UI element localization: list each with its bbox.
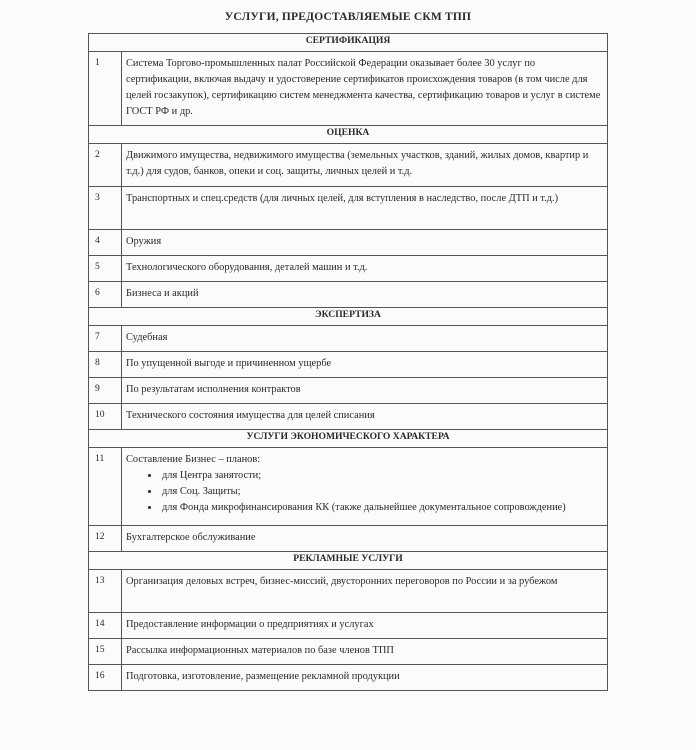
row-number: 9 xyxy=(89,378,122,404)
row-text: Транспортных и спец.средств (для личных целей, для вступления в наследство, после ДТП и т.д.) xyxy=(122,187,608,230)
table-row xyxy=(89,665,608,691)
row-text: Оружия xyxy=(122,230,608,256)
table-row xyxy=(89,52,608,126)
row-number: 6 xyxy=(89,282,122,308)
section-header-row xyxy=(89,430,608,448)
row-text: Движимого имущества, недвижимого имущества (земельных участков, зданий, жилых домов, квартир и т.д.) для судов, банков, опеки и соц. защиты, личных целей и т.д. xyxy=(122,144,608,187)
table-row xyxy=(89,326,608,352)
row-number: 3 xyxy=(89,187,122,230)
row-number: 7 xyxy=(89,326,122,352)
document-title: УСЛУГИ, ПРЕДОСТАВЛЯЕМЫЕ СКМ ТПП xyxy=(224,11,472,23)
row-number: 16 xyxy=(89,665,122,691)
section-heading: РЕКЛАМНЫЕ УСЛУГИ xyxy=(89,552,608,570)
row-text: Рассылка информационных материалов по базе членов ТПП xyxy=(122,639,608,665)
row-text: Бизнеса и акций xyxy=(122,282,608,308)
table-row xyxy=(89,448,608,526)
table-row xyxy=(89,526,608,552)
section-header-row xyxy=(89,552,608,570)
row-text: Организация деловых встреч, бизнес-миссий, двусторонних переговоров по России и за рубежом xyxy=(122,570,608,613)
row-text: Технологического оборудования, деталей машин и т.д. xyxy=(122,256,608,282)
table-row xyxy=(89,404,608,430)
bullet-list xyxy=(126,468,601,516)
row-text: По результатам исполнения контрактов xyxy=(122,378,608,404)
table-row xyxy=(89,230,608,256)
row-number: 5 xyxy=(89,256,122,282)
row-number: 2 xyxy=(89,144,122,187)
table-row xyxy=(89,570,608,613)
table-row xyxy=(89,187,608,230)
table-row xyxy=(89,282,608,308)
row-number: 4 xyxy=(89,230,122,256)
row-text: Технического состояния имущества для целей списания xyxy=(122,404,608,430)
row-text: Бухгалтерское обслуживание xyxy=(122,526,608,552)
table-row xyxy=(89,352,608,378)
table-row xyxy=(89,144,608,187)
row-text: Подготовка, изготовление, размещение рекламной продукции xyxy=(122,665,608,691)
row-number: 15 xyxy=(89,639,122,665)
table-row xyxy=(89,613,608,639)
row-text: Составление Бизнес – планов: xyxy=(126,454,261,465)
bullet-item: • для Центра занятости; xyxy=(160,468,601,484)
section-heading: ОЦЕНКА xyxy=(89,126,608,144)
row-text-block xyxy=(122,448,608,526)
bullet-item: • для Фонда микрофинансирования КК (также дальнейшее документальное сопровождение) xyxy=(160,500,601,516)
section-header-row xyxy=(89,308,608,326)
services-table xyxy=(88,33,608,691)
row-number: 11 xyxy=(89,448,122,526)
section-header-row xyxy=(89,126,608,144)
section-heading: УСЛУГИ ЭКОНОМИЧЕСКОГО ХАРАКТЕРА xyxy=(89,430,608,448)
row-number: 10 xyxy=(89,404,122,430)
row-number: 8 xyxy=(89,352,122,378)
row-number: 13 xyxy=(89,570,122,613)
row-text: Предоставление информации о предприятиях и услугах xyxy=(122,613,608,639)
row-text: Судебная xyxy=(122,326,608,352)
table-row xyxy=(89,639,608,665)
row-number: 12 xyxy=(89,526,122,552)
row-number: 1 xyxy=(89,52,122,126)
bullet-item: • для Соц. Защиты; xyxy=(160,484,601,500)
row-text: Система Торгово-промышленных палат Российской Федерации оказывает более 30 услуг по сертификации, включая выдачу и удостоверение сертификатов происхождения товаров (в том числе для целей госзакупок), сертификацию систем менеджмента качества, сертификацию товаров и услуг в системе ГОСТ РФ и др. xyxy=(122,52,608,126)
table-row xyxy=(89,378,608,404)
table-row xyxy=(89,256,608,282)
row-number: 14 xyxy=(89,613,122,639)
section-heading: ЭКСПЕРТИЗА xyxy=(89,308,608,326)
section-heading: СЕРТИФИКАЦИЯ xyxy=(89,34,608,52)
section-header-row xyxy=(89,34,608,52)
row-text: По упущенной выгоде и причиненном ущербе xyxy=(122,352,608,378)
